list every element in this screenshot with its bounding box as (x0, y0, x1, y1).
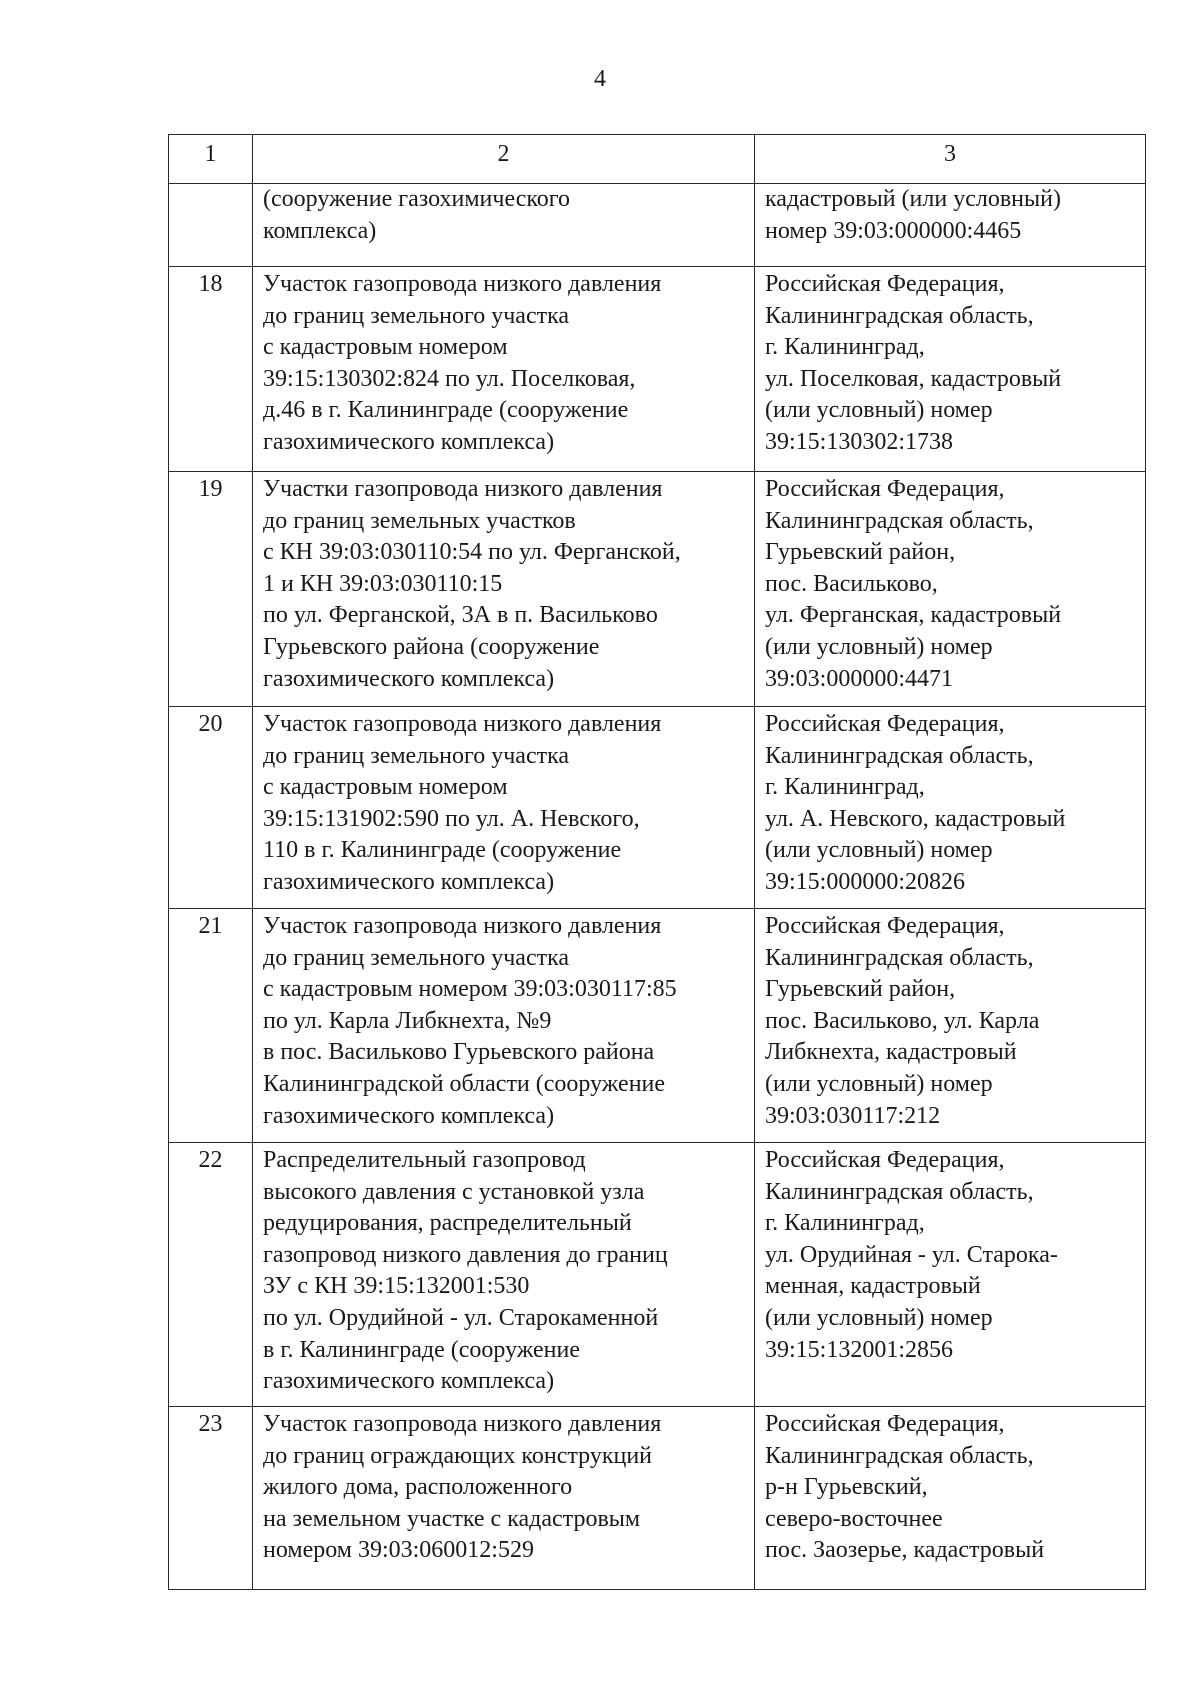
row-number (169, 184, 253, 267)
object-address: Российская Федерация, Калининградская область, г. Калининград, ул. А. Невского, кадастровый (или условный) номер 39:15:000000:20826 (755, 707, 1146, 909)
table-row (169, 472, 1146, 707)
object-address: Российская Федерация, Калининградская область, Гурьевский район, пос. Васильково, ул. Ферганская, кадастровый (или условный) номер 39:03:000000:4471 (755, 472, 1146, 707)
table-row (169, 184, 1146, 267)
table-row (169, 707, 1146, 909)
page-number: 4 (594, 66, 606, 92)
column-header-2: 2 (253, 135, 755, 184)
table-row (169, 267, 1146, 472)
object-address: Российская Федерация, Калининградская область, Гурьевский район, пос. Васильково, ул. Карла Либкнехта, кадастровый (или условный) номер 39:03:030117:212 (755, 909, 1146, 1143)
column-header-1: 1 (169, 135, 253, 184)
object-description: Участок газопровода низкого давления до границ ограждающих конструкций жилого дома, расположенного на земельном участке с кадастровым номером 39:03:060012:529 (253, 1407, 755, 1590)
row-number: 20 (169, 707, 253, 909)
row-number: 23 (169, 1407, 253, 1590)
table-row (169, 909, 1146, 1143)
object-address: Российская Федерация, Калининградская область, р-н Гурьевский, северо-восточнее пос. Заозерье, кадастровый (755, 1407, 1146, 1590)
object-description: Участок газопровода низкого давления до границ земельного участка с кадастровым номером 39:15:130302:824 по ул. Поселковая, д.46 в г. Калининграде (сооружение газохимического комплекса) (253, 267, 755, 472)
object-address: Российская Федерация, Калининградская область, г. Калининград, ул. Орудийная - ул. Старока- менная, кадастровый (или условный) номер 39:15:132001:2856 (755, 1143, 1146, 1407)
property-table (168, 134, 1146, 1590)
object-description: Участок газопровода низкого давления до границ земельного участка с кадастровым номером 39:03:030117:85 по ул. Карла Либкнехта, №9 в пос. Васильково Гурьевского района Калининградской области (сооружение газохимического комплекса) (253, 909, 755, 1143)
object-address: кадастровый (или условный) номер 39:03:000000:4465 (755, 184, 1146, 267)
table-header-row (169, 135, 1146, 184)
row-number: 18 (169, 267, 253, 472)
row-number: 21 (169, 909, 253, 1143)
object-description: (сооружение газохимического комплекса) (253, 184, 755, 267)
row-number: 22 (169, 1143, 253, 1407)
table-row (169, 1407, 1146, 1590)
column-header-3: 3 (755, 135, 1146, 184)
object-description: Распределительный газопровод высокого давления с установкой узла редуцирования, распределительный газопровод низкого давления до границ ЗУ с КН 39:15:132001:530 по ул. Орудийной - ул. Старокаменной в г. Калининграде (сооружение газохимического комплекса) (253, 1143, 755, 1407)
table-row (169, 1143, 1146, 1407)
object-description: Участки газопровода низкого давления до границ земельных участков с КН 39:03:030110:54 по ул. Ферганской, 1 и КН 39:03:030110:15 по ул. Ферганской, 3А в п. Васильково Гурьевского района (сооружение газохимического комплекса) (253, 472, 755, 707)
object-address: Российская Федерация, Калининградская область, г. Калининград, ул. Поселковая, кадастровый (или условный) номер 39:15:130302:1738 (755, 267, 1146, 472)
object-description: Участок газопровода низкого давления до границ земельного участка с кадастровым номером 39:15:131902:590 по ул. А. Невского, 110 в г. Калининграде (сооружение газохимического комплекса) (253, 707, 755, 909)
row-number: 19 (169, 472, 253, 707)
